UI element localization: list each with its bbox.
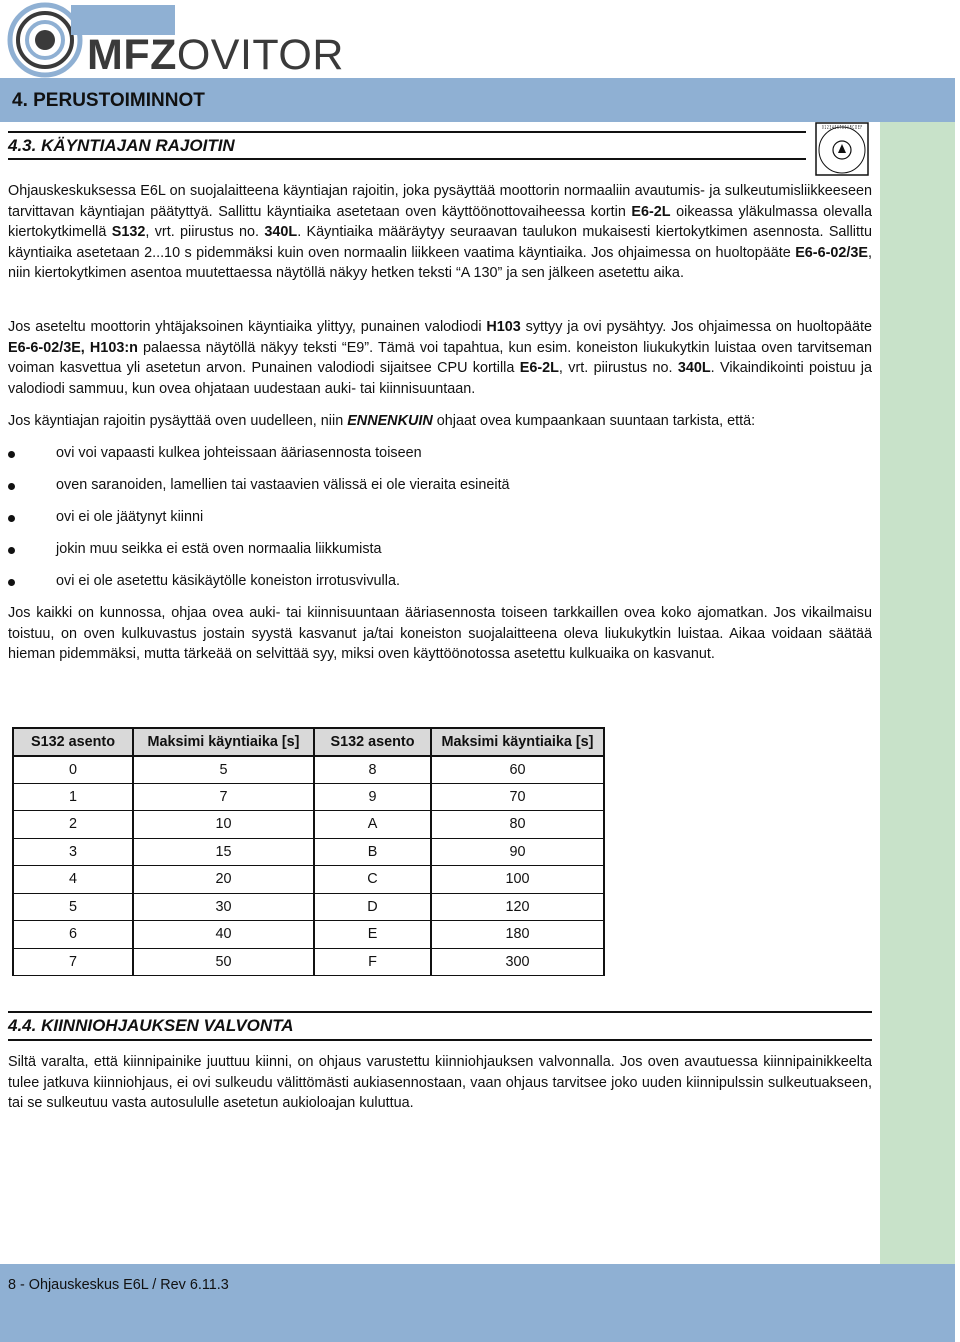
list-item: ovi ei ole asetettu käsikäytölle koneiston irrotusvivulla. [8, 571, 868, 603]
page-footer: 8 - Ohjauskeskus E6L / Rev 6.11.3 [8, 1277, 229, 1293]
table-cell: C [314, 866, 431, 894]
rotary-switch-labels: 0 1 2 3 4 5 6 7 8 9 A B C D E F [822, 125, 862, 131]
bullet-icon [8, 515, 15, 522]
table-cell: 3 [13, 838, 133, 866]
table-cell: 4 [13, 866, 133, 894]
table-cell: 0 [13, 756, 133, 784]
table-cell: 40 [133, 921, 314, 949]
table-cell: 15 [133, 838, 314, 866]
table-cell: 1 [13, 783, 133, 811]
table-cell: D [314, 893, 431, 921]
section-rule [8, 131, 806, 133]
check-list [8, 443, 868, 603]
logo-wordmark: MFZOVITOR [87, 31, 344, 79]
table-cell: 10 [133, 811, 314, 839]
runtime-table [12, 727, 605, 976]
table-cell: 120 [431, 893, 604, 921]
list-item: oven saranoiden, lamellien tai vastaavien välissä ei ole vieraita esineitä [8, 475, 868, 507]
table-cell: 300 [431, 948, 604, 976]
bullet-icon [8, 451, 15, 458]
paragraph-runtime-exceeded: Jos aseteltu moottorin yhtäjaksoinen käyntiaika ylittyy, punainen valodiodi H103 syttyy ja ovi pysähtyy. Jos ohjaimessa on huoltopääte E6-6-02/3E, H103:n palaessa näytöllä näkyy teksti “E9”. Tämä voi tapahtua, kun esim. koneiston liukukytkin luistaa oven tarvitseman voiman kasvettua yli asetetun arvon. Punainen valodiodi sijaitsee CPU kortilla E6-2L, vrt. piirustus no. 340L. Vikaindikointi poistuu ja valodiodi sammuu, kun ovea ohjataan uudestaan auki- tai kiinnisuuntaan. [8, 319, 872, 397]
table-cell: A [314, 811, 431, 839]
table-cell: 70 [431, 783, 604, 811]
table-header-cell: Maksimi käyntiaika [s] [431, 728, 604, 756]
table-row [13, 921, 604, 949]
table-cell: 2 [13, 811, 133, 839]
table-row [13, 783, 604, 811]
table-row [13, 811, 604, 839]
table-row [13, 893, 604, 921]
table-header-cell: S132 asento [314, 728, 431, 756]
table-cell: 7 [133, 783, 314, 811]
bullet-icon [8, 483, 15, 490]
table-cell: 6 [13, 921, 133, 949]
section-title: 4.4. KIINNIOHJAUKSEN VALVONTA [8, 1016, 294, 1035]
table-cell: 20 [133, 866, 314, 894]
table-row [13, 948, 604, 976]
company-logo [5, 2, 344, 79]
table-header-cell: S132 asento [13, 728, 133, 756]
rotary-switch-icon [815, 122, 869, 176]
table-cell: 80 [431, 811, 604, 839]
section-title: 4.3. KÄYNTIAJAN RAJOITIN [8, 136, 235, 155]
chapter-title: 4. PERUSTOIMINNOT [12, 90, 205, 111]
list-item: jokin muu seikka ei estä oven normaalia liikkumista [8, 539, 868, 571]
table-header-cell: Maksimi käyntiaika [s] [133, 728, 314, 756]
list-item: ovi ei ole jäätynyt kiinni [8, 507, 868, 539]
list-item: ovi voi vapaasti kulkea johteissaan ääriasennosta toiseen [8, 443, 868, 475]
paragraph-close-monitoring: Siltä varalta, että kiinnipainike juuttuu kiinni, on ohjaus varustettu kiinniohjauksen valvonnalla. Jos oven avautuessa kiinnipainikkeelta tulee jatkuva kiinniohjaus, ei ovi sulkeudu välittömästi aukiasennostaan, vaan ohjaus tarvitsee joko uuden kiinnipulssin sulkeutuakseen, tai se sulkeutuu vasta autosululle asetetun aukioloajan kuluttua. [8, 1054, 872, 1111]
table-cell: 30 [133, 893, 314, 921]
paragraph-all-ok: Jos kaikki on kunnossa, ohjaa ovea auki- tai kiinnisuuntaan ääriasennosta toiseen tarkkaillen ovea koko ajomatkan. Jos vikailmaisu toistuu, on oven kulkuvastus jostain syystä kasvanut ja/tai koneiston suojalaitteena oleva liukukytkin luistaa. Aikaa voidaan säätää hieman pidemmäksi, mutta tärkeää on selvittää syy, miksi oven käyttöönotossa asetettu kulkuaika on kasvanut. [8, 605, 872, 662]
paragraph-check-intro: Jos käyntiajan rajoitin pysäyttää oven uudelleen, niin ENNENKUIN ohjaat ovea kumpaankaan suuntaan tarkista, että: [8, 413, 756, 429]
table-cell: 9 [314, 783, 431, 811]
table-cell: 180 [431, 921, 604, 949]
table-cell: F [314, 948, 431, 976]
table-cell: 50 [133, 948, 314, 976]
table-row [13, 838, 604, 866]
bullet-icon [8, 547, 15, 554]
table-cell: 5 [13, 893, 133, 921]
table-cell: 8 [314, 756, 431, 784]
footer-bar [0, 1264, 955, 1342]
table-cell: 5 [133, 756, 314, 784]
table-header-row [13, 728, 604, 756]
table-cell: 90 [431, 838, 604, 866]
table-row [13, 866, 604, 894]
side-stripe [880, 122, 955, 1264]
paragraph-runtime-intro: Ohjauskeskuksessa E6L on suojalaitteena käyntiajan rajoitin, joka pysäyttää moottorin normaaliin avautumis- ja sulkeutumisliikkeeseen tarvittavan käyntiajan päätyttyä. Sallittu käyntiaika asetetaan oven käyttöönottovaiheessa kortin E6-2L oikeassa yläkulmassa olevalla kiertokytkimellä S132, vrt. piirustus no. 340L. Käyntiaika määräytyy seuraavan taulukon mukaisesti kiertokytkimen asennosta. Sallittu käyntiaika asetetaan 2...10 s pidemmäksi kuin oven normaalin liikkeen vaatima käyntiaika. Jos ohjaimessa on huoltopääte E6-6-02/3E, niin kiertokytkimen asentoa muutettaessa näytöllä näkyy hetken teksti “A 130” ja sen jälkeen asetettu aika. [8, 183, 873, 281]
section-rule [8, 1039, 872, 1041]
table-cell: B [314, 838, 431, 866]
section-rule [8, 1011, 872, 1013]
table-cell: 60 [431, 756, 604, 784]
bullet-icon [8, 579, 15, 586]
table-row [13, 756, 604, 784]
table-cell: E [314, 921, 431, 949]
section-rule [8, 158, 806, 160]
table-cell: 100 [431, 866, 604, 894]
table-cell: 7 [13, 948, 133, 976]
